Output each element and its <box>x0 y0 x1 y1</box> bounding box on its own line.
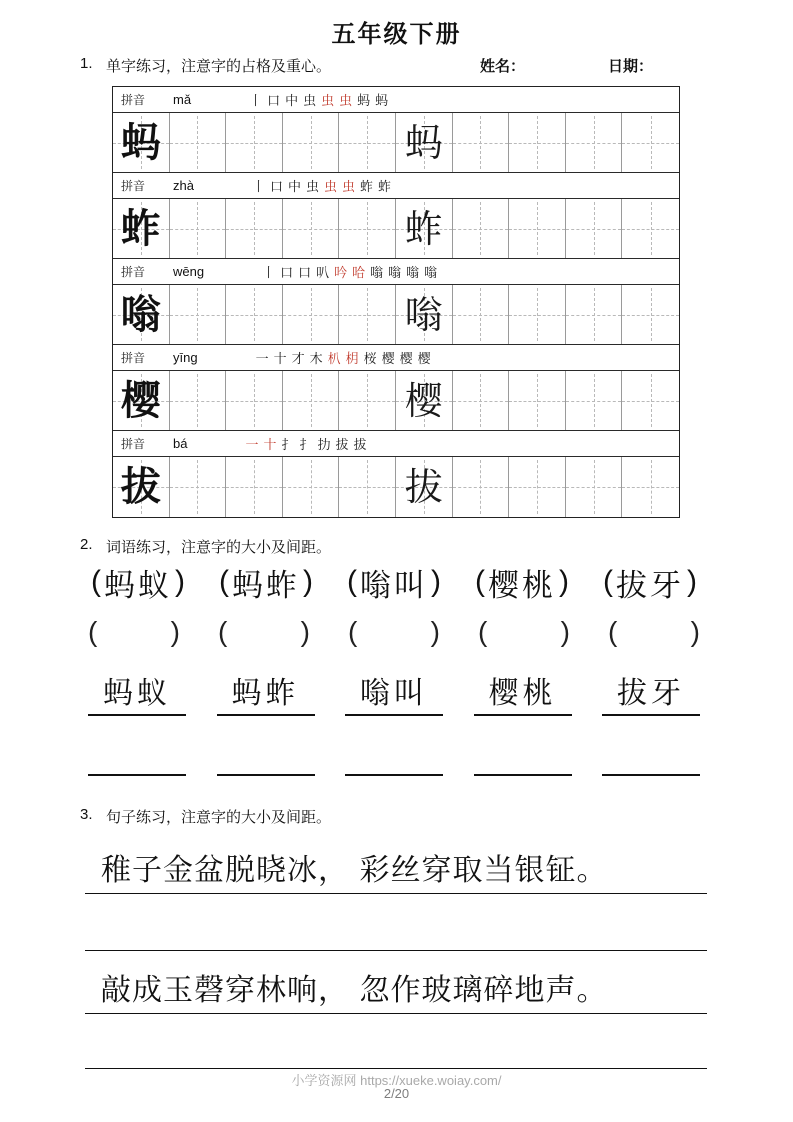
empty-cell <box>509 371 566 430</box>
pinyin-text: yīng <box>173 350 198 365</box>
empty-cell <box>622 199 679 258</box>
empty-cell <box>453 113 510 172</box>
word-with-parens: ( 蚂蚱 ) <box>219 565 313 604</box>
handwritten-char-cell <box>113 285 170 344</box>
char-block-ma <box>113 87 679 173</box>
model-char-cell <box>396 285 453 344</box>
empty-cell <box>453 285 510 344</box>
empty-cell <box>339 457 396 517</box>
char-block-ying <box>113 345 679 431</box>
handwritten-char: 蚂 <box>120 118 161 166</box>
section2-number: 2. <box>80 536 93 553</box>
section1-number: 1. <box>80 55 93 72</box>
underlined-word: 蚂蚱 <box>217 668 315 716</box>
empty-cell <box>509 457 566 517</box>
handwritten-char-cell <box>113 199 170 258</box>
empty-cell <box>226 457 283 517</box>
blank-sentence-line <box>85 950 707 951</box>
empty-underline-row <box>88 758 700 776</box>
handwritten-char-cell <box>113 371 170 430</box>
empty-cell <box>283 113 340 172</box>
sentence-line-2 <box>85 962 707 1014</box>
empty-paren-row <box>88 614 700 650</box>
model-char-cell <box>396 371 453 430</box>
empty-parens: ( ) <box>88 616 180 647</box>
empty-cell <box>622 371 679 430</box>
handwritten-char: 蚱 <box>120 204 161 252</box>
pinyin-text: zhà <box>173 178 194 193</box>
handwritten-char-cell <box>113 457 170 517</box>
empty-cell <box>170 285 227 344</box>
empty-underline <box>474 758 572 776</box>
pinyin-label: 拼音 <box>121 351 146 365</box>
sentence-text: 稚子金盆脱晓冰， 彩丝穿取当银钲。 <box>101 853 608 888</box>
empty-cell <box>339 285 396 344</box>
empty-cell <box>283 199 340 258</box>
model-char-cell <box>396 457 453 517</box>
model-char: 蚂 <box>404 120 443 165</box>
char-block-weng <box>113 259 679 345</box>
empty-cell <box>226 371 283 430</box>
page-title: 五年级下册 <box>331 21 462 48</box>
pinyin-label: 拼音 <box>121 179 146 193</box>
empty-underline <box>602 758 700 776</box>
section1-heading: 单字练习，注意字的占格及重心。 <box>106 58 332 75</box>
stroke-order: 一十扌扌扐拔拔 <box>245 437 372 452</box>
pinyin-row <box>113 87 679 113</box>
empty-cell <box>453 199 510 258</box>
name-label: 姓名： <box>480 58 526 75</box>
underlined-word: 拔牙 <box>602 668 700 716</box>
char-block-ba <box>113 431 679 517</box>
section3-heading: 句子练习，注意字的大小及间距。 <box>106 809 332 826</box>
word-paren-row <box>88 560 700 604</box>
empty-cell <box>170 457 227 517</box>
pinyin-row <box>113 173 679 199</box>
model-char-cell <box>396 199 453 258</box>
practice-row <box>113 113 679 173</box>
empty-underline <box>88 758 186 776</box>
underlined-word: 嗡叫 <box>345 668 443 716</box>
handwritten-char: 拔 <box>120 463 161 510</box>
empty-cell <box>453 371 510 430</box>
empty-parens: ( ) <box>348 616 440 647</box>
model-char: 拔 <box>404 465 443 509</box>
empty-cell <box>170 371 227 430</box>
pinyin-row <box>113 345 679 371</box>
pinyin-row <box>113 259 679 285</box>
empty-parens: ( ) <box>608 616 700 647</box>
practice-row <box>113 371 679 431</box>
empty-cell <box>170 113 227 172</box>
pinyin-text: bá <box>173 436 188 451</box>
empty-cell <box>339 371 396 430</box>
empty-cell <box>622 113 679 172</box>
underlined-word: 蚂蚁 <box>88 668 186 716</box>
practice-row <box>113 457 679 517</box>
date-label: 日期： <box>608 58 654 75</box>
empty-underline <box>217 758 315 776</box>
practice-row <box>113 199 679 259</box>
blank-sentence-line <box>85 1068 707 1069</box>
underlined-word-row <box>88 664 700 716</box>
word-with-parens: ( 蚂蚁 ) <box>91 565 185 604</box>
model-char: 蚱 <box>404 206 443 251</box>
empty-cell <box>509 113 566 172</box>
empty-cell <box>283 457 340 517</box>
character-practice-grid <box>112 86 680 518</box>
empty-cell <box>170 199 227 258</box>
word-with-parens: ( 嗡叫 ) <box>347 565 441 604</box>
model-char: 樱 <box>404 378 443 423</box>
empty-underline <box>345 758 443 776</box>
empty-cell <box>226 285 283 344</box>
pinyin-text: mǎ <box>173 92 192 107</box>
stroke-order: 丨口中虫虫虫蚂蚂 <box>249 93 394 108</box>
empty-cell <box>566 457 623 517</box>
empty-cell <box>509 285 566 344</box>
empty-parens: ( ) <box>218 616 310 647</box>
stroke-order: 一十才木朳枂桜樱樱樱 <box>255 351 436 366</box>
empty-cell <box>622 285 679 344</box>
pinyin-label: 拼音 <box>121 93 146 107</box>
empty-cell <box>339 113 396 172</box>
section3-number: 3. <box>80 806 93 823</box>
stroke-order: 丨口中虫虫虫蚱蚱 <box>251 179 397 194</box>
empty-cell <box>453 457 510 517</box>
char-block-zha <box>113 173 679 259</box>
empty-cell <box>566 113 623 172</box>
pinyin-row <box>113 431 679 457</box>
empty-cell <box>622 457 679 517</box>
sentence-line-1 <box>85 842 707 894</box>
pinyin-text: wēng <box>173 264 205 279</box>
model-char: 嗡 <box>404 292 443 337</box>
pinyin-label: 拼音 <box>121 265 146 279</box>
underlined-word: 樱桃 <box>474 668 572 716</box>
pinyin-label: 拼音 <box>121 437 146 451</box>
stroke-order: 丨口口叭吟哈嗡嗡嗡嗡 <box>262 265 443 280</box>
empty-cell <box>566 371 623 430</box>
empty-cell <box>283 371 340 430</box>
practice-row <box>113 285 679 345</box>
handwritten-char: 樱 <box>120 376 161 424</box>
handwritten-char-cell <box>113 113 170 172</box>
word-with-parens: ( 樱桃 ) <box>475 565 569 604</box>
empty-cell <box>283 285 340 344</box>
empty-cell <box>226 113 283 172</box>
footer-site-url: 小学资源网 https://xueke.woiay.com/ <box>291 1073 502 1088</box>
empty-cell <box>566 199 623 258</box>
footer-page-number: 2/20 <box>383 1086 410 1101</box>
empty-cell <box>339 199 396 258</box>
empty-cell <box>226 199 283 258</box>
section2-heading: 词语练习，注意字的大小及间距。 <box>106 539 332 556</box>
empty-parens: ( ) <box>478 616 570 647</box>
empty-cell <box>509 199 566 258</box>
empty-cell <box>566 285 623 344</box>
model-char-cell <box>396 113 453 172</box>
handwritten-char: 嗡 <box>120 290 161 338</box>
word-with-parens: ( 拔牙 ) <box>603 565 697 604</box>
sentence-text: 敲成玉磬穿林响， 忽作玻璃碎地声。 <box>101 973 608 1008</box>
